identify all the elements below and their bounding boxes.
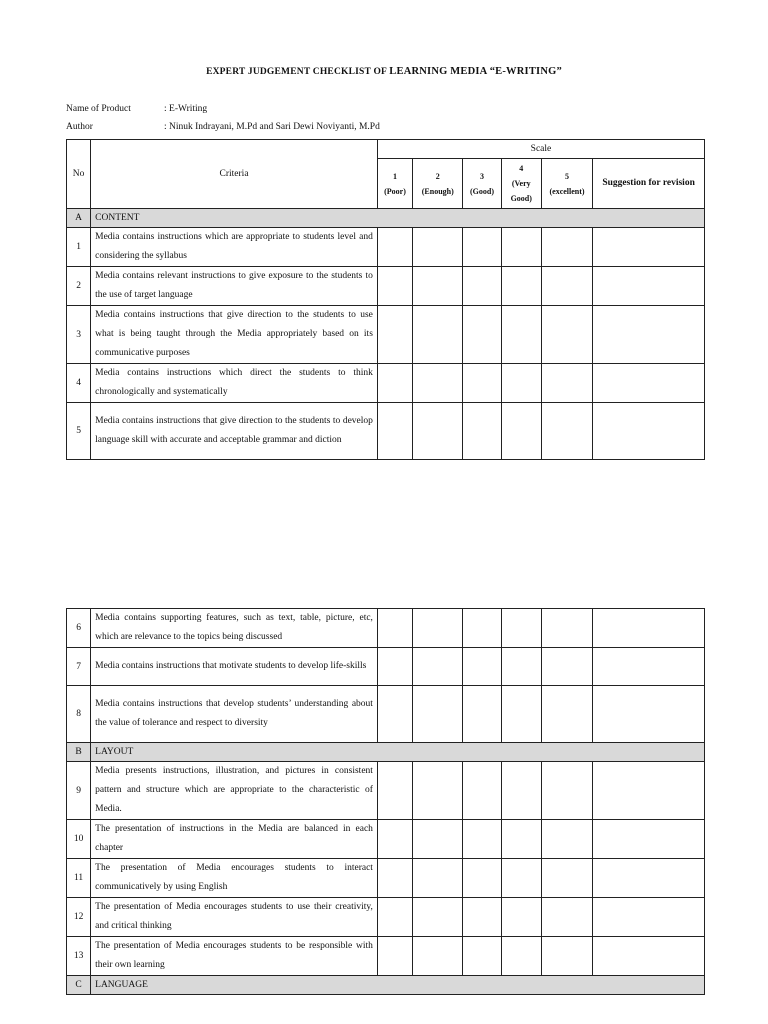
row-criteria: Media contains instructions that give direction to the students to develop language skill with accurate and acceptable grammar and diction — [91, 403, 378, 460]
suggestion-cell[interactable] — [593, 648, 705, 686]
document-title — [0, 66, 768, 77]
suggestion-cell[interactable] — [593, 762, 705, 820]
row-criteria: The presentation of Media encourages students to be responsible with their own learning — [91, 937, 378, 976]
scale-cell[interactable] — [501, 898, 541, 937]
scale-cell[interactable] — [541, 686, 592, 743]
scale-cell[interactable] — [463, 403, 501, 460]
section-name: LAYOUT — [91, 743, 705, 762]
scale-cell[interactable] — [413, 403, 463, 460]
scale-cell[interactable] — [463, 686, 501, 743]
scale-cell[interactable] — [377, 686, 412, 743]
scale-cell[interactable] — [463, 648, 501, 686]
suggestion-cell[interactable] — [593, 686, 705, 743]
scale-cell[interactable] — [413, 686, 463, 743]
scale-cell[interactable] — [377, 762, 412, 820]
row-number: 1 — [67, 228, 91, 267]
suggestion-cell[interactable] — [593, 898, 705, 937]
scale-cell[interactable] — [413, 228, 463, 267]
row-number: 7 — [67, 648, 91, 686]
table-row — [67, 648, 705, 686]
suggestion-cell[interactable] — [593, 609, 705, 648]
table-row — [67, 267, 705, 306]
scale-cell[interactable] — [541, 762, 592, 820]
table-row — [67, 859, 705, 898]
scale-cell[interactable] — [377, 364, 412, 403]
scale-cell[interactable] — [541, 898, 592, 937]
suggestion-cell[interactable] — [593, 403, 705, 460]
scale-cell[interactable] — [501, 686, 541, 743]
scale-cell[interactable] — [377, 306, 412, 364]
scale-cell[interactable] — [541, 364, 592, 403]
scale-5: 5 (excellent) — [541, 159, 592, 209]
row-number: 4 — [67, 364, 91, 403]
product-value: : E-Writing — [164, 104, 208, 114]
row-criteria: Media contains instructions which are appropriate to students level and considering the syllabus — [91, 228, 378, 267]
row-number: 9 — [67, 762, 91, 820]
scale-cell[interactable] — [463, 762, 501, 820]
scale-cell[interactable] — [377, 228, 412, 267]
section-row — [67, 743, 705, 762]
suggestion-cell[interactable] — [593, 859, 705, 898]
header-suggestion: Suggestion for revision — [593, 159, 705, 209]
row-number: 2 — [67, 267, 91, 306]
scale-cell[interactable] — [501, 937, 541, 976]
checklist-table-part-1 — [66, 139, 705, 460]
table-row — [67, 403, 705, 460]
title-main: LEARNING MEDIA “E-WRITING” — [389, 66, 562, 77]
scale-cell[interactable] — [501, 403, 541, 460]
scale-cell[interactable] — [463, 820, 501, 859]
table-row — [67, 609, 705, 648]
author-value: : Ninuk Indrayani, M.Pd and Sari Dewi Noviyanti, M.Pd — [164, 122, 380, 132]
scale-cell[interactable] — [501, 306, 541, 364]
section-row — [67, 209, 705, 228]
table-row — [67, 762, 705, 820]
scale-cell[interactable] — [377, 820, 412, 859]
scale-cell[interactable] — [541, 267, 592, 306]
scale-cell[interactable] — [413, 364, 463, 403]
scale-cell[interactable] — [501, 859, 541, 898]
scale-cell[interactable] — [413, 609, 463, 648]
scale-1: 1 (Poor) — [377, 159, 412, 209]
scale-cell[interactable] — [501, 364, 541, 403]
scale-cell[interactable] — [541, 820, 592, 859]
header-criteria: Criteria — [91, 140, 378, 209]
scale-cell[interactable] — [377, 403, 412, 460]
row-number: 11 — [67, 859, 91, 898]
row-criteria: The presentation of Media encourages students to use their creativity, and critical thinking — [91, 898, 378, 937]
table-row — [67, 820, 705, 859]
scale-cell[interactable] — [501, 228, 541, 267]
row-number: 5 — [67, 403, 91, 460]
scale-cell[interactable] — [541, 228, 592, 267]
scale-cell[interactable] — [463, 609, 501, 648]
author-line — [66, 122, 380, 132]
scale-cell[interactable] — [377, 898, 412, 937]
suggestion-cell[interactable] — [593, 228, 705, 267]
row-number: 3 — [67, 306, 91, 364]
scale-cell[interactable] — [413, 898, 463, 937]
suggestion-cell[interactable] — [593, 306, 705, 364]
product-line — [66, 104, 207, 114]
scale-cell[interactable] — [377, 859, 412, 898]
scale-cell[interactable] — [377, 648, 412, 686]
row-criteria: Media contains instructions that give direction to the students to use what is being taught through the Media appropriately based on its communicative purposes — [91, 306, 378, 364]
row-criteria: The presentation of Media encourages students to interact communicatively by using English — [91, 859, 378, 898]
scale-cell[interactable] — [541, 609, 592, 648]
scale-cell[interactable] — [501, 609, 541, 648]
suggestion-cell[interactable] — [593, 820, 705, 859]
section-row — [67, 976, 705, 995]
scale-cell[interactable] — [463, 937, 501, 976]
product-label: Name of Product — [66, 104, 131, 114]
scale-cell[interactable] — [541, 403, 592, 460]
table-row — [67, 306, 705, 364]
scale-2: 2 (Enough) — [413, 159, 463, 209]
row-criteria: Media contains instructions that develop students’ understanding about the value of tolerance and respect to diversity — [91, 686, 378, 743]
header-scale: Scale — [377, 140, 704, 159]
scale-cell[interactable] — [377, 937, 412, 976]
table-row — [67, 686, 705, 743]
row-criteria: The presentation of instructions in the Media are balanced in each chapter — [91, 820, 378, 859]
scale-cell[interactable] — [377, 267, 412, 306]
row-number: 12 — [67, 898, 91, 937]
scale-cell[interactable] — [463, 898, 501, 937]
suggestion-cell[interactable] — [593, 937, 705, 976]
row-criteria: Media contains supporting features, such as text, table, picture, etc, which are relevance to the topics being discussed — [91, 609, 378, 648]
scale-cell[interactable] — [413, 648, 463, 686]
scale-cell[interactable] — [413, 859, 463, 898]
scale-cell[interactable] — [463, 267, 501, 306]
row-number: 10 — [67, 820, 91, 859]
table-row — [67, 937, 705, 976]
table-row — [67, 898, 705, 937]
header-no: No — [67, 140, 91, 209]
scale-cell[interactable] — [413, 820, 463, 859]
author-label: Author — [66, 122, 93, 132]
scale-cell[interactable] — [413, 306, 463, 364]
scale-cell[interactable] — [541, 648, 592, 686]
scale-cell[interactable] — [501, 762, 541, 820]
scale-cell[interactable] — [463, 859, 501, 898]
section-letter: C — [67, 976, 91, 995]
table-row — [67, 228, 705, 267]
scale-4: 4 (Very Good) — [501, 159, 541, 209]
suggestion-cell[interactable] — [593, 267, 705, 306]
section-name: CONTENT — [91, 209, 705, 228]
row-number: 8 — [67, 686, 91, 743]
section-letter: A — [67, 209, 91, 228]
scale-cell[interactable] — [541, 859, 592, 898]
suggestion-cell[interactable] — [593, 364, 705, 403]
scale-cell[interactable] — [463, 306, 501, 364]
row-number: 13 — [67, 937, 91, 976]
row-criteria: Media contains relevant instructions to give exposure to the students to the use of target language — [91, 267, 378, 306]
scale-cell[interactable] — [377, 609, 412, 648]
table-row — [67, 364, 705, 403]
row-criteria: Media presents instructions, illustration, and pictures in consistent pattern and structure which are appropriate to the characteristic of Media. — [91, 762, 378, 820]
row-criteria: Media contains instructions which direct the students to think chronologically and systematically — [91, 364, 378, 403]
title-prefix: EXPERT JUDGEMENT CHECKLIST OF — [206, 67, 390, 77]
scale-cell[interactable] — [463, 228, 501, 267]
section-name: LANGUAGE — [91, 976, 705, 995]
scale-cell[interactable] — [413, 762, 463, 820]
row-criteria: Media contains instructions that motivate students to develop life-skills — [91, 648, 378, 686]
checklist-table-part-2 — [66, 608, 705, 995]
scale-3: 3 (Good) — [463, 159, 501, 209]
scale-cell[interactable] — [501, 648, 541, 686]
scale-cell[interactable] — [541, 306, 592, 364]
scale-cell[interactable] — [463, 364, 501, 403]
section-letter: B — [67, 743, 91, 762]
scale-cell[interactable] — [413, 267, 463, 306]
scale-cell[interactable] — [413, 937, 463, 976]
scale-cell[interactable] — [501, 267, 541, 306]
scale-cell[interactable] — [541, 937, 592, 976]
row-number: 6 — [67, 609, 91, 648]
scale-cell[interactable] — [501, 820, 541, 859]
